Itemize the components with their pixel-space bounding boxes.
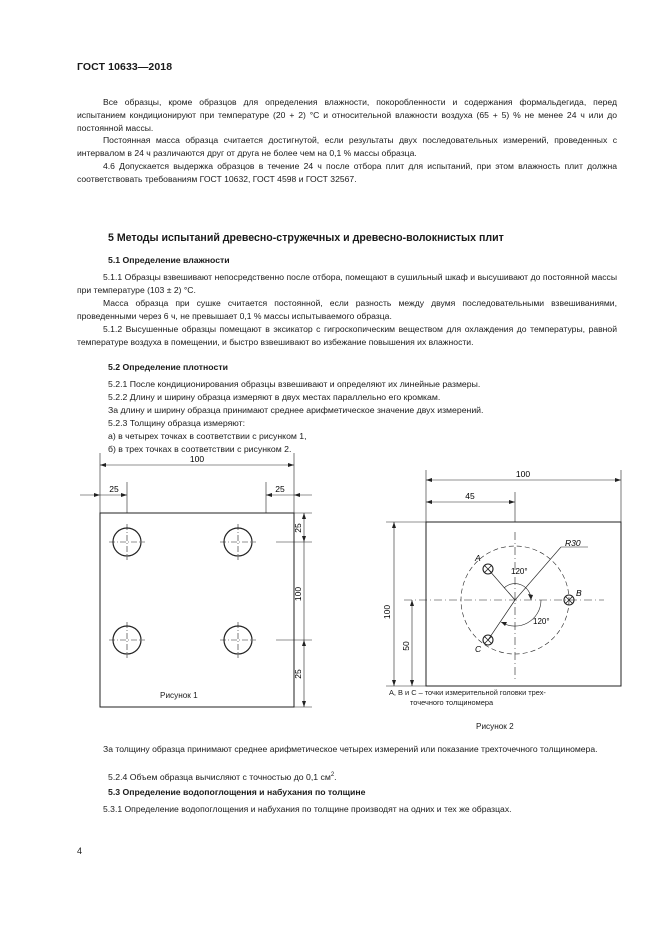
line-5-2-4-superscript: 2 xyxy=(330,772,335,778)
line-5-2-4 xyxy=(108,769,337,784)
line-5-2-4-text: 5.2.4 Объем образца вычисляют с точностью до 0,1 см xyxy=(108,771,331,782)
figure-2-dim-width: 100 xyxy=(515,469,531,479)
document-header: ГОСТ 10633—2018 xyxy=(77,61,173,73)
paragraph-5-1-1-text: 5.1.1 Образцы взвешивают непосредственно после отбора, помещают в сушильный шкаф и высушивают до постоянной массы при температуре (103 ± 2) °С. xyxy=(77,272,617,295)
section-5-2-heading: 5.2 Определение плотности xyxy=(108,362,228,372)
figure-2-point-b-label: B xyxy=(576,588,582,598)
paragraph-4-6-text: 4.6 Допускается выдержка образцов в течение 24 ч после отбора плит для испытаний, при этом влажность плит должна соответствовать требованиям ГОСТ 10632, ГОСТ 4598 и ГОСТ 32567. xyxy=(77,161,617,184)
figure-1-caption: Рисунок 1 xyxy=(160,691,198,700)
section-5-heading: 5 Методы испытаний древесно-стружечных и древесно-волокнистых плит xyxy=(108,232,504,244)
figure-1-dim-height: 100 xyxy=(293,586,303,602)
figure-1-sample-outline xyxy=(100,513,294,707)
line-5-2-3-b: б) в трех точках в соответствии с рисунком 2. xyxy=(108,444,292,454)
line-5-2-3: 5.2.3 Толщину образца измеряют: xyxy=(108,418,246,428)
figure-2-sample-outline xyxy=(426,522,621,686)
figure-1-dim-top: 25 xyxy=(293,523,303,533)
paragraph-thickness xyxy=(77,743,617,756)
paragraph-thickness-text: За толщину образца принимают среднее арифметическое четырех измерений или показание трехточечного толщиномера. xyxy=(103,744,598,754)
figure-2-note-line-1: А, В и С – точки измерительной головки трех- xyxy=(389,688,546,697)
figure-1-dim-right: 25 xyxy=(275,484,285,494)
paragraph-constant-mass-text: Постоянная масса образца считается достигнутой, если результаты двух последовательных измерений, проведенных с интервалом в 24 ч различаются друг от друга не более чем на 0,1 % массы образца. xyxy=(77,135,617,158)
paragraph-conditioning xyxy=(77,96,617,135)
section-5-1-heading: 5.1 Определение влажности xyxy=(108,255,230,265)
line-5-2-3-a: а) в четырех точках в соответствии с рисунком 1, xyxy=(108,431,307,441)
figure-1-dim-width: 100 xyxy=(189,454,205,464)
figure-2-dim-height: 100 xyxy=(382,604,392,620)
page-number: 4 xyxy=(77,846,83,856)
paragraph-5-1-2-text: 5.1.2 Высушенные образцы помещают в эксикатор с гигроскопическим веществом для охлаждения до температуры, равной температуре воздуха в помещении, и быстро взвешивают во избежание повышения их влажности. xyxy=(77,324,617,347)
figure-2-point-c-label: C xyxy=(475,644,482,654)
paragraph-5-1-1 xyxy=(77,271,617,297)
figure-1-dim-bottom: 25 xyxy=(293,669,303,679)
figure-1-drawing xyxy=(80,452,330,712)
figure-2-caption: Рисунок 2 xyxy=(476,722,514,731)
figure-2-angle-2: 120° xyxy=(533,617,550,626)
paragraph-5-1-2 xyxy=(77,323,617,349)
figure-2-drawing xyxy=(376,462,626,692)
figure-2-angle-1: 120° xyxy=(511,567,528,576)
figure-2-radius-label: R30 xyxy=(565,538,581,548)
line-5-2-4-end: . xyxy=(334,771,337,782)
figure-2-note-line-2: точечного толщиномера xyxy=(410,698,494,707)
paragraph-5-3-1 xyxy=(77,803,617,816)
line-5-2-1: 5.2.1 После кондиционирования образцы взвешивают и определяют их линейные размеры. xyxy=(108,379,481,389)
paragraph-5-1-1-mass xyxy=(77,297,617,323)
figure-2-point-a-label: A xyxy=(475,553,481,563)
paragraph-conditioning-text: Все образцы, кроме образцов для определения влажности, покоробленности и содержания формальдегида, перед испытанием кондиционируют при температуре (20 + 2) °С и относительной влажности воздуха (65 + 5) % не менее 24 ч или до постоянной массы. xyxy=(77,97,617,133)
line-5-2-2: 5.2.2 Длину и ширину образца измеряют в двух местах параллельно его кромкам. xyxy=(108,392,441,402)
paragraph-5-1-1-mass-text: Масса образца при сушке считается постоянной, если разность между двумя последовательными взвешиваниями, проведенными через 6 ч, не превышает 0,1 % массы испытываемого образца. xyxy=(77,298,617,321)
paragraph-5-3-1-text: 5.3.1 Определение водопоглощения и набухания по толщине производят на одних и тех же образцах. xyxy=(103,804,512,814)
paragraph-constant-mass xyxy=(77,134,617,160)
line-5-2-2-b: За длину и ширину образца принимают среднее арифметическое значение двух измерений. xyxy=(108,405,484,415)
figure-1-dim-left: 25 xyxy=(109,484,119,494)
section-5-3-heading: 5.3 Определение водопоглощения и набухания по толщине xyxy=(108,787,366,797)
figure-2-dim-half: 50 xyxy=(401,641,411,651)
paragraph-4-6 xyxy=(77,160,617,186)
figure-2-dim-offset: 45 xyxy=(465,491,475,501)
